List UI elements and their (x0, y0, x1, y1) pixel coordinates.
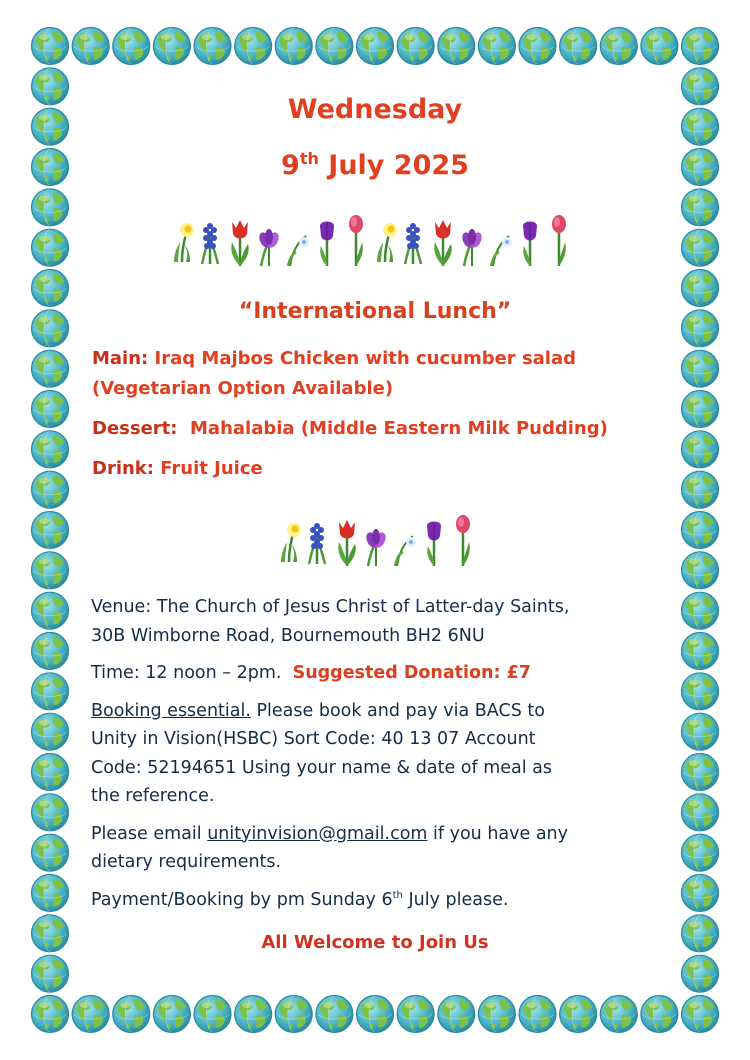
event-day: Wednesday (287, 94, 463, 125)
daffodil-icon (281, 523, 301, 562)
venue-line-2: 30B Wimborne Road, Bournemouth BH2 6NU (91, 625, 485, 646)
flower-row-top (170, 212, 590, 268)
time-line: Time: 12 noon – 2pm. Suggested Donation: £7 (91, 663, 531, 683)
email-line-1: Please email unityinvision@gmail.com if you have any (91, 823, 568, 844)
grape-hyacinth-icon (309, 523, 325, 564)
payment-line: Payment/Booking by pm Sunday 6th July please. (91, 889, 509, 910)
daffodil-icon (377, 223, 397, 262)
grape-hyacinth-icon (202, 223, 218, 264)
daffodil-icon (174, 223, 194, 262)
event-title: “International Lunch” (238, 299, 512, 324)
purple-tulip-icon (427, 522, 441, 567)
purple-tulip-icon (320, 222, 334, 267)
flower-row-middle (277, 512, 487, 568)
pink-tulip-icon (552, 215, 566, 266)
menu-section (92, 344, 672, 484)
tulip-icon (231, 220, 248, 266)
crocus-icon (257, 229, 281, 266)
pink-tulip-icon (349, 215, 363, 266)
tulip-icon (434, 220, 451, 266)
tulip-icon (338, 520, 355, 566)
email-line-2: dietary requirements. (91, 852, 282, 872)
booking-line-1: Booking essential. Please book and pay via BACS to (91, 700, 545, 721)
venue-line-1: Venue: The Church of Jesus Christ of Latter-day Saints, (91, 597, 570, 617)
purple-tulip-icon (523, 222, 537, 267)
bluebell-icon (395, 536, 416, 566)
email-link[interactable]: unityinvision@gmail.com (207, 823, 428, 844)
menu-drink: Drink: Fruit Juice (92, 458, 263, 479)
booking-line-2: Unity in Vision(HSBC) Sort Code: 40 13 07 Account (91, 729, 536, 749)
bluebell-icon (288, 236, 309, 266)
grape-hyacinth-icon (405, 223, 421, 264)
booking-line-3: Code: 52194651 Using your name & date of meal as (91, 757, 553, 778)
info-section (91, 593, 691, 914)
menu-main: Main: Iraq Majbos Chicken with cucumber salad (92, 348, 577, 369)
menu-dessert: Dessert: Mahalabia (Middle Eastern Milk Pudding) (92, 418, 608, 439)
bluebell-icon (491, 236, 512, 266)
welcome-line: All Welcome to Join Us (261, 932, 489, 953)
menu-main-note: (Vegetarian Option Available) (92, 378, 394, 399)
crocus-icon (364, 529, 388, 566)
pink-tulip-icon (456, 515, 470, 566)
event-date: 9th July 2025 (281, 149, 469, 181)
crocus-icon (460, 229, 484, 266)
booking-line-4: the reference. (91, 786, 215, 806)
